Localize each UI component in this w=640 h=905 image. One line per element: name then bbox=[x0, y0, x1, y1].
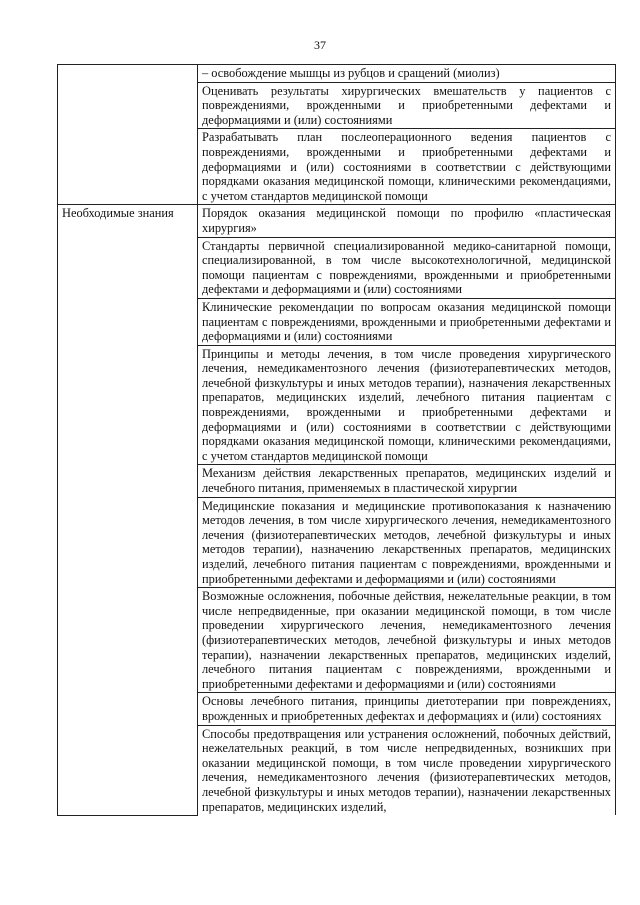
section-label-required-knowledge: Необходимые знания bbox=[58, 205, 198, 815]
row-text: Принципы и методы лечения, в том числе проведения хирургического лечения, немедикаментозного лечения (физиотерапевтических методов, лечебной физкультуры и иных методов терапии), назначения лекарственных препаратов, медицинских изделий, лечебного питания пациентам с повреждениями, врожденными и приобретенными дефектами и деформациями и (или) состояниями в соответствии с действующими порядками оказания медицинской помощи, клиническими рекомендациями, с учетом стандартов медицинской помощи bbox=[198, 345, 616, 465]
requirements-table bbox=[57, 64, 616, 816]
table-row bbox=[58, 65, 616, 83]
row-text: Стандарты первичной специализированной медико-санитарной помощи, специализированной, в том числе высокотехнологичной, медицинской помощи пациентам с повреждениями, врожденными и приобретенными дефектами и деформациями и (или) состояниями bbox=[198, 237, 616, 298]
row-text: Клинические рекомендации по вопросам оказания медицинской помощи пациентам с повреждениями, врожденными и приобретенными дефектами и деформациями и (или) состояниями bbox=[198, 298, 616, 345]
table-row bbox=[58, 205, 616, 237]
row-text: Способы предотвращения или устранения осложнений, побочных действий, нежелательных реакций, в том числе непредвиденных, возникших при оказании медицинской помощи, в том числе проведении хирургического лечения, немедикаментозного лечения (физиотерапевтических методов, лечебной физкультуры и иных методов терапии), назначении лекарственных препаратов, медицинских изделий, bbox=[198, 725, 616, 815]
row-text: Механизм действия лекарственных препаратов, медицинских изделий и лечебного питания, применяемых в пластической хирургии bbox=[198, 465, 616, 497]
row-text: Основы лечебного питания, принципы диетотерапии при повреждениях, врожденных и приобретенных дефектах и деформациях и (или) состояниях bbox=[198, 693, 616, 725]
row-text: – освобождение мышцы из рубцов и сращений (миолиз) bbox=[198, 65, 616, 83]
row-text: Разрабатывать план послеоперационного ведения пациентов с повреждениями, врожденными и приобретенными дефектами и деформациями и (или) состояниями в соответствии с действующими порядками оказания медицинской помощи, клиническими рекомендациями, с учетом стандартов медицинской помощи bbox=[198, 129, 616, 205]
row-label bbox=[58, 65, 198, 205]
row-text: Возможные осложнения, побочные действия, нежелательные реакции, в том числе непредвиденные, при оказании медицинской помощи, в том числе проведении хирургического лечения, немедикаментозного лечения (физиотерапевтических методов, лечебной физкультуры и иных методов терапии), назначении лекарственных препаратов, медицинских изделий, лечебного питания пациентам с повреждениями, врожденными и приобретенными дефектами и деформациями и (или) состояниями bbox=[198, 588, 616, 693]
page-number: 37 bbox=[314, 38, 326, 52]
row-text: Порядок оказания медицинской помощи по профилю «пластическая хирургия» bbox=[198, 205, 616, 237]
row-text: Оценивать результаты хирургических вмешательств у пациентов с повреждениями, врожденными и приобретенными дефектами и деформациями и (или) состояниями bbox=[198, 82, 616, 129]
row-text: Медицинские показания и медицинские противопоказания к назначению методов лечения, в том числе хирургического лечения, немедикаментозного лечения (физиотерапевтических методов, лечебной физкультуры и иных методов терапии), назначению лекарственных препаратов, медицинских изделий, лечебного питания пациентам с повреждениями, врожденными и приобретенными дефектами и деформациями и (или) состояниями bbox=[198, 497, 616, 588]
